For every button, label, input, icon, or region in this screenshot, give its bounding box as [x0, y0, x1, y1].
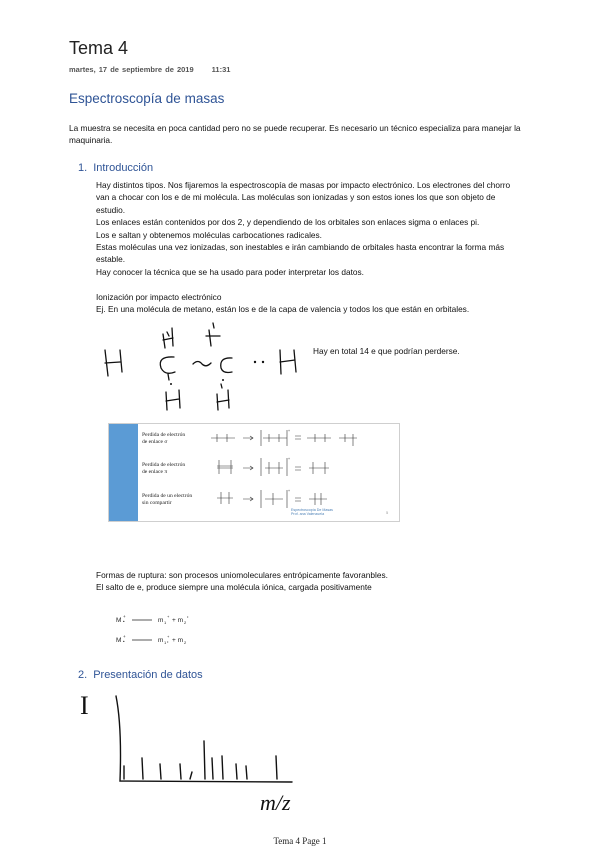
intro-line: maquinaria.: [69, 135, 113, 146]
svg-text:M: M: [116, 637, 122, 644]
page-time: 11:31: [211, 65, 231, 74]
text-line: Formas de ruptura: son procesos uniomoleculares entrópicamente favoranbles.: [96, 570, 388, 580]
mass-spectrum-sketch: [64, 686, 344, 816]
x-axis-label: m/z: [260, 790, 291, 815]
svg-text:+: +: [288, 429, 291, 433]
section-1-number: 1.: [78, 162, 88, 174]
section-1-title: Introducción: [93, 162, 154, 174]
intro-paragraph: [69, 122, 597, 147]
svg-text:•: •: [123, 619, 125, 624]
svg-text:+: +: [288, 457, 291, 461]
text-line: van a chocar con los e de mi molécula. Las moléculas son ionizadas y son estos iones los que son objeto de: [96, 192, 496, 203]
ionization-title: Ionización por impacto electrónico: [96, 291, 222, 302]
slide-row-label: Perdida de un electrón sin compartir: [142, 493, 193, 506]
svg-text:2: 2: [184, 640, 187, 645]
svg-text:+: +: [123, 634, 126, 639]
section-2-number: 2.: [78, 669, 88, 681]
text-line: El salto de e, produce siempre una molécula iónica, cargada positivamente: [96, 582, 372, 593]
y-axis-label: I: [80, 691, 89, 720]
slide-row-label: Perdida de electrón de enlace π: [142, 462, 186, 475]
slide-page-number: 5: [386, 510, 389, 515]
section-1-heading: [78, 162, 153, 174]
svg-text:•: •: [123, 639, 125, 644]
slide-footer: Espectroscopía De Masas Prof. ana Valenzuela: [291, 508, 333, 517]
text-line: Hay distintos tipos. Nos fijaremos la espectroscopía de masas por impacto electrónico. Los electrones del chorro: [96, 180, 511, 190]
main-heading: Espectroscopía de masas: [69, 91, 225, 106]
svg-text:+: +: [123, 614, 126, 619]
svg-text:+ m: + m: [172, 637, 184, 644]
svg-text:•: •: [187, 614, 189, 619]
reaction-equations: [110, 608, 230, 650]
page-footer: Tema 4 Page 1: [273, 836, 327, 846]
page-title: Tema 4: [69, 38, 129, 58]
section-1-text: [96, 179, 586, 315]
text-line: Los enlaces están contenidos por dos 2, y dependiendo de los orbitales son enlaces sigma o enlaces pi.: [96, 217, 480, 228]
svg-text:+: +: [288, 489, 291, 493]
text-line: estable.: [96, 254, 126, 265]
methane-sketch: [95, 318, 315, 414]
svg-text:+: +: [167, 614, 170, 619]
svg-text:1: 1: [164, 620, 167, 625]
section-2-heading: [78, 669, 203, 681]
handwritten-note-text: Hay en total 14 e que podrían perderse.: [313, 346, 460, 356]
svg-text:2: 2: [184, 620, 187, 625]
text-line: Estas moléculas una vez ionizadas, son inestables e irán cambiando de orbitales hasta encontrar la forma más: [96, 242, 505, 253]
text-line: Los e saltan y obtenemos moléculas carbocationes radicales.: [96, 229, 322, 240]
intro-line: La muestra se necesita en poca cantidad pero no se puede recuperar. Es necesario un técnico especializa para manejar la: [69, 123, 521, 133]
rupture-paragraph: [96, 569, 586, 594]
svg-text:1: 1: [164, 640, 167, 645]
slide-image: [108, 423, 400, 522]
slide-structures: [207, 426, 397, 518]
svg-text:M: M: [116, 617, 122, 624]
text-line: Hay conocer la técnica que se ha usado para poder interpretar los datos.: [96, 266, 364, 277]
slide-row-label: Perdida de electrón de enlace σ: [142, 432, 186, 445]
svg-text:m: m: [158, 617, 164, 624]
page-date: martes, 17 de septiembre de 2019: [69, 65, 194, 74]
slide-sidebar: [109, 424, 138, 521]
ionization-line: Ej. En una molécula de metano, están los e de la capa de valencia y todos los que están en orbitales.: [96, 304, 470, 315]
svg-text:m: m: [158, 637, 164, 644]
svg-text:+ m: + m: [172, 617, 184, 624]
svg-text:•: •: [167, 639, 169, 644]
page-datetime: [69, 65, 230, 74]
svg-text:+: +: [167, 634, 170, 639]
section-2-title: Presentación de datos: [93, 669, 203, 681]
text-line: estudio.: [96, 204, 126, 215]
